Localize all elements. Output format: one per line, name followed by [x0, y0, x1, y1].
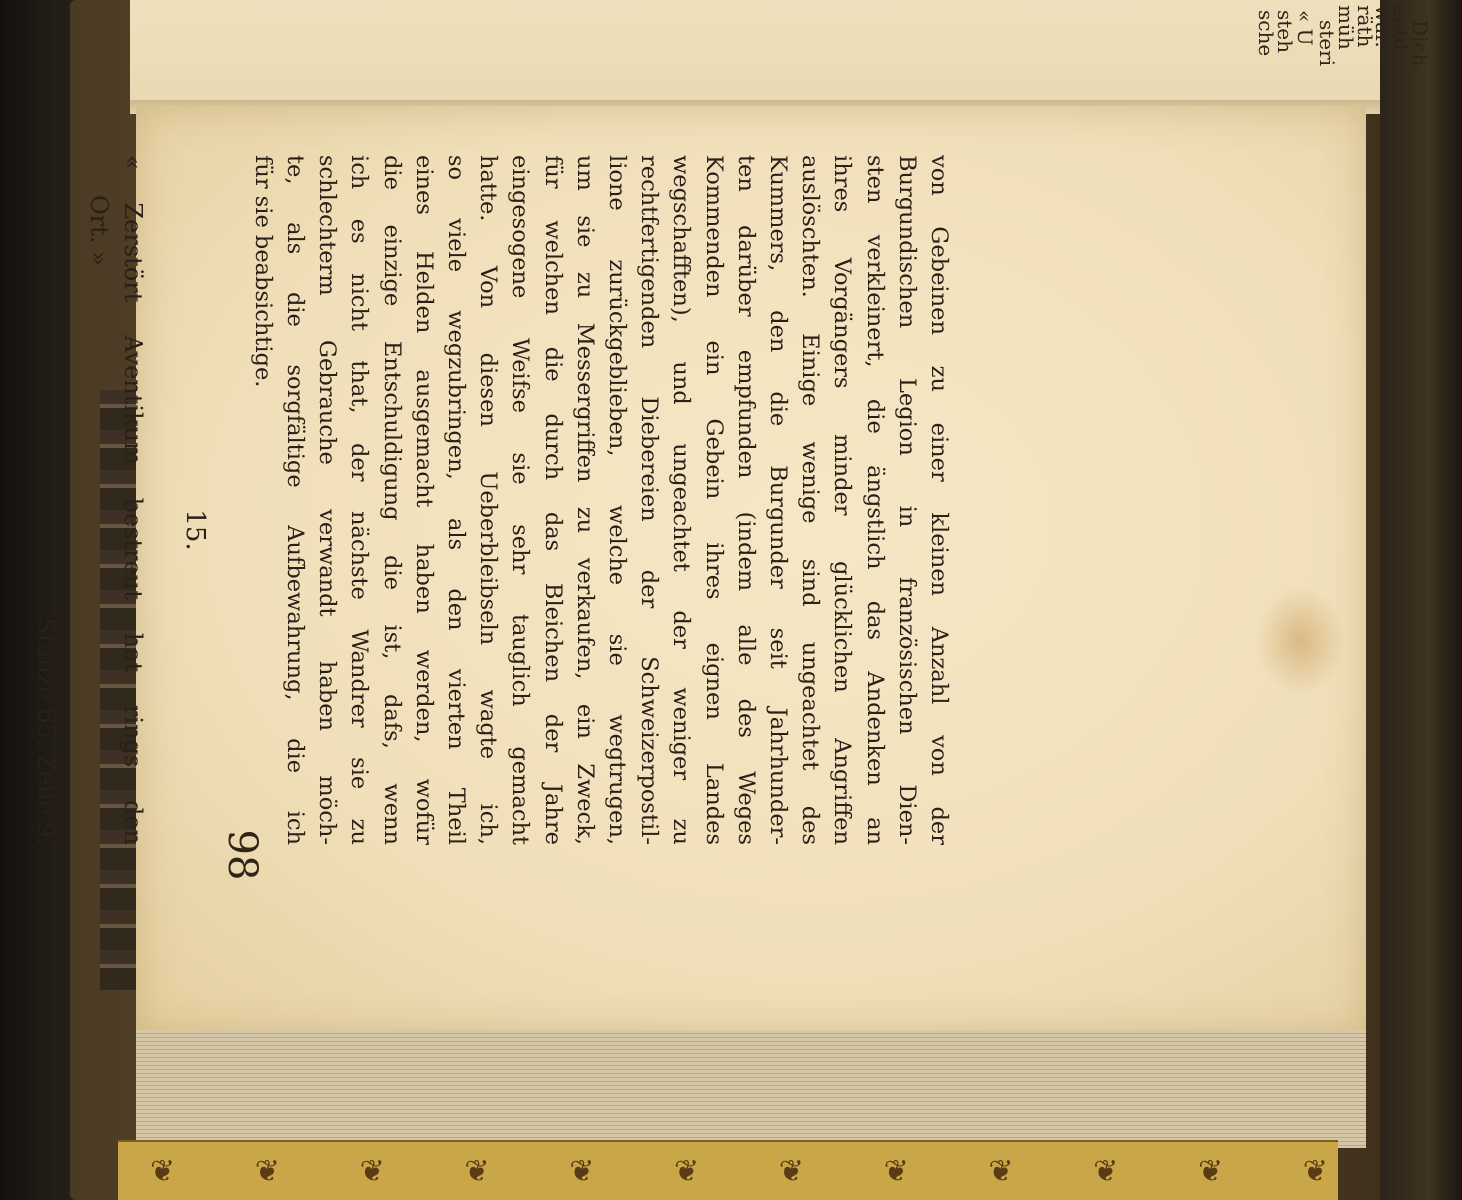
previous-page-fragment: « U — [1292, 10, 1317, 46]
text-line: sten verkleinert, die ängstlich das Andenken an — [861, 155, 888, 845]
text-line: Burgundischen Legion in französischen Dien- — [893, 155, 920, 845]
text-line: die einzige Entschuldigung die ist, dafs, wenn — [378, 155, 405, 845]
ornament-icon: ❦ — [150, 1153, 178, 1189]
text-line: eines Helden ausgemacht haben werden, wofür — [410, 155, 437, 845]
text-line: ten darüber empfunden (indem alle des Weges — [732, 155, 759, 845]
text-line: für welchen die durch das Bleichen der Jahre — [539, 155, 566, 845]
text-line: ihres Vorgängers minder glücklichen Angriffen — [829, 155, 856, 845]
quote-line: Ort. » — [85, 195, 113, 266]
previous-page-fragment: sche — [1254, 10, 1278, 57]
ornament-icon: ❦ — [359, 1153, 387, 1189]
ornament-icon: ❦ — [1197, 1153, 1226, 1189]
ornament-icon: ❦ — [464, 1153, 492, 1189]
previous-page-fragment: steri — [1314, 20, 1339, 67]
ornament-icon: ❦ — [1093, 1153, 1121, 1189]
quote-line: « Zerstört Aventikum bestreut hat rings den — [119, 155, 147, 845]
ornament-icon: ❦ — [254, 1153, 282, 1189]
ornament-icon: ❦ — [883, 1153, 911, 1189]
ornament-icon: ❦ — [988, 1153, 1016, 1189]
text-line: te, als die sorgfältige Aufbewahrung, die ich — [281, 155, 308, 845]
text-line: wegschafften), und ungeachtet der weniger zu — [668, 155, 695, 845]
previous-page-fragment: war. — [1370, 5, 1395, 48]
page-content — [32, 135, 1230, 881]
text-line: rechtfertigenden Diebereien der Schweizerpostil- — [636, 155, 663, 845]
text-line: hatte. Von diesen Ueberbleibseln wagte ich, — [475, 155, 502, 845]
page-number: 98 — [219, 829, 265, 881]
page-block-edges — [136, 1030, 1366, 1148]
ornament-icon: ❦ — [778, 1153, 806, 1189]
text-line: lione zurückgeblieben, welche sie wegtrugen, — [603, 155, 630, 845]
previous-page-fragment: Dich — [1408, 20, 1432, 67]
ornament-icon: ❦ — [569, 1153, 597, 1189]
text-line: um sie zu Messergriffen zu verkaufen, ein Zweck, — [571, 155, 598, 845]
right-cover-strip — [1380, 0, 1462, 1200]
previous-page-text — [1150, 0, 1432, 110]
previous-page-fragment: steh — [1273, 10, 1298, 54]
text-line: für sie beabsichtige. — [249, 155, 276, 388]
ornament-icon: ❦ — [673, 1153, 702, 1189]
text-line: von Gebeinen zu einer kleinen Anzahl von der — [926, 155, 952, 845]
text-line: eingesogene Weifse sie sehr tauglich gemacht — [507, 155, 534, 845]
text-line: Kommenden ein Gebein ihres eignen Landes — [700, 155, 727, 845]
previous-page-fragment: entd — [1388, 5, 1413, 51]
section-number: 15. — [180, 509, 210, 551]
verse-reference: Stanze 65. Zeile 9. — [32, 617, 60, 845]
text-line: schlechterm Gebrauche verwandt haben möch- — [314, 155, 341, 845]
body-text — [247, 155, 955, 845]
ornament-icon: ❦ — [1302, 1153, 1330, 1189]
text-line: so viele wegzubringen, als den vierten Theil — [442, 155, 469, 845]
gilt-ornaments — [150, 1146, 1330, 1196]
text-line: ich es nicht that, der nächste Wandrer sie zu — [346, 155, 373, 845]
text-line: Kummers, den die Burgunder seit Jahrhunder- — [764, 155, 791, 845]
page-stain — [1256, 586, 1346, 696]
previous-page-fragment: räth — [1353, 5, 1377, 48]
text-line: auslöschten. Einige wenige sind ungeachtet des — [797, 155, 824, 845]
previous-page-fragment: müh — [1333, 5, 1358, 50]
quotation — [82, 155, 150, 845]
